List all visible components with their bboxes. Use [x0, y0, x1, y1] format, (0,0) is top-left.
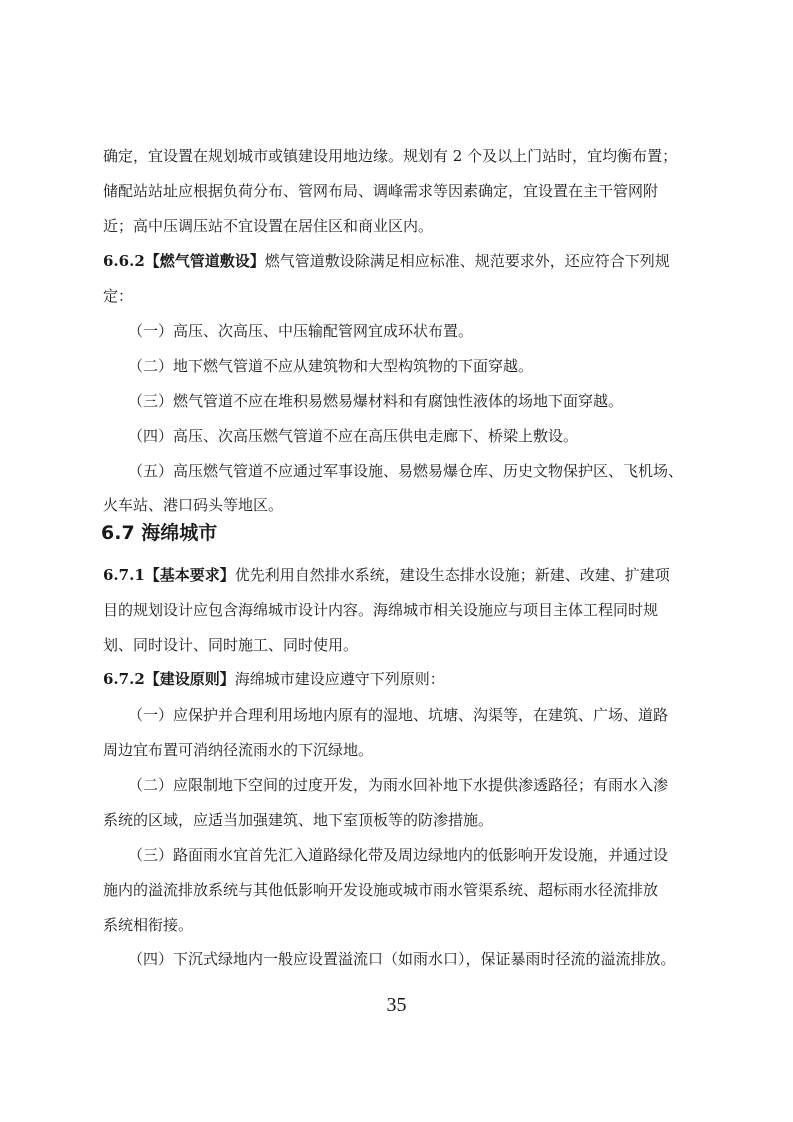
list-item: （五）高压燃气管道不应通过军事设施、易燃易爆仓库、历史文物保护区、飞机场、 [128, 462, 684, 480]
list-item-continuation: 系统的区域，应适当加强建筑、地下室顶板等的防渗措施。 [103, 811, 494, 829]
section-heading: 6.7 海绵城市 [101, 522, 218, 544]
clause-title: 【基本要求】 [144, 566, 235, 584]
list-item: （一）应保护并合理利用场地内原有的湿地、坑塘、沟渠等，在建筑、广场、道路 [128, 706, 669, 724]
list-item-continuation: 火车站、港口码头等地区。 [103, 496, 284, 514]
clause-title: 【建设原则】 [144, 670, 235, 688]
list-item: （三）路面雨水宜首先汇入道路绿化带及周边绿地内的低影响开发设施，并通过设 [128, 846, 669, 864]
paragraph-line: 近；高中压调压站不宜设置在居住区和商业区内。 [103, 217, 434, 235]
list-item: （二）应限制地下空间的过度开发，为雨水回补地下水提供渗透路径；有雨水入渗 [128, 776, 669, 794]
clause-number: 6.6.2 [103, 252, 145, 270]
paragraph-line: 储配站站址应根据负荷分布、管网布局、调峰需求等因素确定，宜设置在主干管网附 [103, 182, 659, 200]
list-item: （二）地下燃气管道不应从建筑物和大型构筑物的下面穿越。 [128, 357, 534, 375]
page-number: 35 [386, 994, 407, 1016]
clause-text: 燃气管道敷设除满足相应标准、规范要求外，还应符合下列规 [264, 252, 670, 270]
list-item-continuation: 系统相衔接。 [103, 916, 194, 934]
list-item: （四）下沉式绿地内一般应设置溢流口（如雨水口），保证暴雨时径流的溢流排放。 [128, 950, 676, 968]
clause-6-6-2-line [103, 251, 670, 271]
list-item-continuation: 施内的溢流排放系统与其他低影响开发设施或城市雨水管渠系统、超标雨水径流排放 [103, 881, 659, 899]
clause-number: 6.7.2 [103, 670, 145, 688]
list-item: （四）高压、次高压燃气管道不应在高压供电走廊下、桥梁上敷设。 [128, 427, 579, 445]
clause-6-7-2-line [103, 669, 445, 689]
clause-text: 优先利用自然排水系统，建设生态排水设施；新建、改建、扩建项 [234, 566, 670, 584]
clause-6-7-1-line [103, 565, 670, 585]
clause-text-line: 目的规划设计应包含海绵城市设计内容。海绵城市相关设施应与项目主体工程同时规 [103, 601, 659, 619]
clause-number: 6.7.1 [103, 566, 145, 584]
list-item-continuation: 周边宜布置可消纳径流雨水的下沉绿地。 [103, 741, 374, 759]
clause-text-line: 定： [103, 287, 134, 305]
paragraph-line: 确定，宜设置在规划城市或镇建设用地边缘。规划有 2 个及以上门站时，宜均衡布置； [103, 147, 678, 165]
clause-title: 【燃气管道敷设】 [144, 252, 265, 270]
clause-text-line: 划、同时设计、同时施工、同时使用。 [103, 636, 359, 654]
list-item: （三）燃气管道不应在堆积易燃易爆材料和有腐蚀性液体的场地下面穿越。 [128, 392, 624, 410]
list-item: （一）高压、次高压、中压输配管网宜成环状布置。 [128, 322, 474, 340]
clause-text: 海绵城市建设应遵守下列原则： [234, 670, 445, 688]
